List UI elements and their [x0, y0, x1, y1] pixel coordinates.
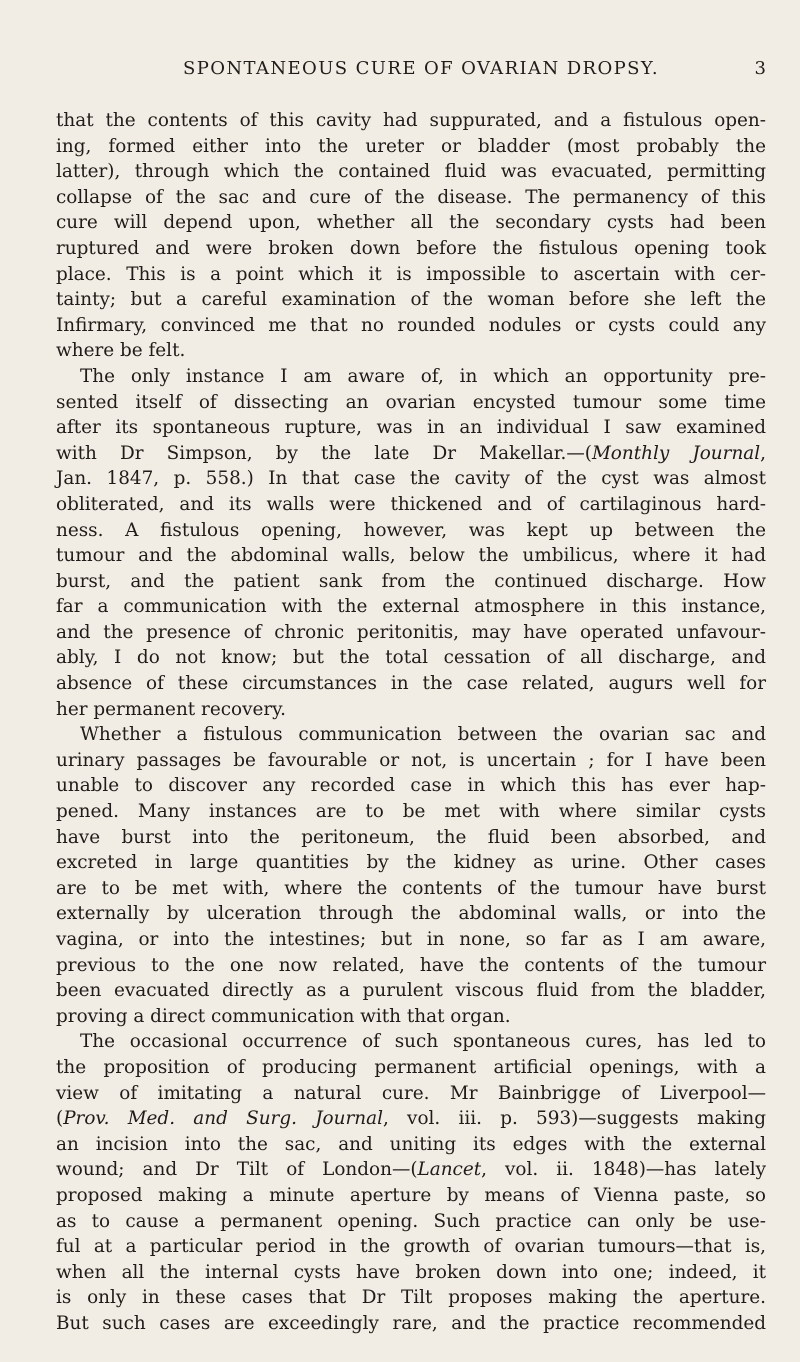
text-line [56, 1157, 766, 1183]
text-line [56, 671, 766, 697]
text-line [56, 159, 766, 185]
text-line-content: have burst into the peritoneum, the fluid been absorbed, and [56, 826, 766, 848]
text-line [56, 1311, 766, 1337]
text-line [56, 1285, 766, 1311]
text-line-content: latter), through which the contained fluid was evacuated, permitting [56, 161, 766, 183]
text-line [56, 287, 766, 313]
citation-title: Prov. Med. and Surg. Journal [63, 1108, 383, 1130]
text-line-content: far a communication with the external atmosphere in this instance, [56, 596, 766, 618]
text-line-content: Jan. 1847, p. 558.) In that case the cavity of the cyst was almost [56, 468, 766, 490]
text-line-content: are to be met with, where the contents of the tumour have burst [56, 877, 766, 899]
text-line-content: absence of these circumstances in the case related, augurs well for [56, 673, 766, 695]
text-line [56, 390, 766, 416]
text-line [56, 722, 766, 748]
text-line [56, 441, 766, 467]
text-line [56, 262, 766, 288]
text-line [56, 773, 766, 799]
text-line [56, 799, 766, 825]
text-line [56, 748, 766, 774]
text-line [56, 850, 766, 876]
text-line-content: Whether a fistulous communication between the ovarian sac and [80, 724, 766, 746]
text-line [56, 492, 766, 518]
text-line [56, 569, 766, 595]
text-line [56, 1132, 766, 1158]
text-line [56, 1029, 766, 1055]
text-line [56, 1081, 766, 1107]
text-line [56, 210, 766, 236]
book-page [56, 58, 766, 1337]
text-line-content: an incision into the sac, and uniting its edges with the external [56, 1133, 766, 1155]
text-line [56, 1004, 766, 1030]
text-line [56, 518, 766, 544]
text-line [56, 313, 766, 339]
running-title: SPONTANEOUS CURE OF OVARIAN DROPSY. [183, 58, 659, 79]
text-line [56, 1055, 766, 1081]
text-line-content: externally by ulceration through the abdominal walls, or into the [56, 903, 766, 925]
text-line-content: proposed making a minute aperture by means of Vienna paste, so [56, 1184, 766, 1206]
text-line-content: burst, and the patient sank from the continued discharge. How [56, 570, 766, 592]
text-line [56, 415, 766, 441]
text-line-content: vagina, or into the intestines; but in none, so far as I am aware, [56, 929, 766, 950]
text-line-content: with Dr Simpson, by the late Dr Makellar.—( [56, 442, 592, 464]
text-line [56, 927, 766, 953]
text-line-content: pened. Many instances are to be met with where similar cysts [56, 801, 766, 823]
text-line-content: The occasional occurrence of such spontaneous cures, has led to [80, 1031, 766, 1053]
text-line-content: previous to the one now related, have the contents of the tumour [56, 954, 766, 976]
text-line-content: tumour and the abdominal walls, below the umbilicus, where it had [56, 545, 766, 567]
text-line-content: when all the internal cysts have broken down into one; indeed, it [56, 1261, 766, 1283]
text-line-content: tainty; but a careful examination of the woman before she left the [56, 289, 766, 311]
text-line [56, 1260, 766, 1286]
text-line-content: But such cases are exceedingly rare, and the practice recommended [56, 1312, 766, 1334]
text-line-content: ably, I do not know; but the total cessation of all discharge, and [56, 647, 766, 669]
text-line-content: that the contents of this cavity had suppurated, and a fistulous open- [56, 110, 766, 131]
text-line [56, 876, 766, 902]
citation-title: Monthly Journal [591, 442, 761, 464]
text-line-content: place. This is a point which it is impossible to ascertain with cer- [56, 263, 766, 285]
text-line-content: excreted in large quantities by the kidney as urine. Other cases [56, 852, 766, 874]
page-number: 3 [754, 58, 766, 79]
text-line-content: the proposition of producing permanent artificial openings, with a [56, 1056, 766, 1078]
text-line [56, 236, 766, 262]
text-line [56, 1209, 766, 1235]
text-line-content: sented itself of dissecting an ovarian encysted tumour some time [56, 391, 766, 413]
text-line-tail: , vol. ii. 1848)—has lately [481, 1159, 766, 1181]
text-line-content: ness. A fistulous opening, however, was kept up between the [56, 519, 766, 541]
running-header [56, 58, 766, 86]
text-line-content: Infirmary, convinced me that no rounded nodules or cysts could any [56, 314, 766, 336]
text-line-content: The only instance I am aware of, in which an opportunity pre- [80, 365, 766, 387]
text-line [56, 594, 766, 620]
text-line-tail: , [760, 442, 766, 464]
text-line [56, 466, 766, 492]
text-line-content: urinary passages be favourable or not, is uncertain ; for I have been [56, 749, 766, 771]
text-line-content: as to cause a permanent opening. Such practice can only be use- [56, 1210, 766, 1232]
text-line-content: proving a direct communication with that organ. [56, 1005, 511, 1027]
text-line [56, 1183, 766, 1209]
text-line-content: ( [56, 1108, 64, 1130]
text-line-content: ful at a particular period in the growth of ovarian tumours—that is, [56, 1236, 766, 1258]
text-line [56, 953, 766, 979]
text-line-content: ruptured and were broken down before the fistulous opening took [56, 237, 766, 259]
text-line-content: cure will depend upon, whether all the secondary cysts had been [56, 212, 766, 234]
text-line [56, 338, 766, 364]
text-line [56, 185, 766, 211]
text-line-content: her permanent recovery. [56, 698, 286, 720]
text-line-content: collapse of the sac and cure of the disease. The permanency of this [56, 186, 766, 208]
text-line-content: where be felt. [56, 340, 186, 362]
text-line-content: is only in these cases that Dr Tilt proposes making the aperture. [56, 1287, 766, 1309]
text-line-content: view of imitating a natural cure. Mr Bainbrigge of Liverpool— [56, 1082, 766, 1104]
text-line [56, 825, 766, 851]
text-line [56, 543, 766, 569]
body-text [56, 108, 766, 1337]
text-line [56, 697, 766, 723]
text-line-content: been evacuated directly as a purulent viscous fluid from the bladder, [56, 980, 766, 1002]
text-line [56, 978, 766, 1004]
text-line [56, 1106, 766, 1132]
text-line-content: after its spontaneous rupture, was in an individual I saw examined [56, 417, 766, 439]
text-line-content: obliterated, and its walls were thickened and of cartilaginous hard- [56, 493, 766, 515]
text-line-content: wound; and Dr Tilt of London—( [56, 1159, 418, 1181]
text-line [56, 364, 766, 390]
text-line-content: and the presence of chronic peritonitis, may have operated unfavour- [56, 621, 766, 643]
text-line-content: ing, formed either into the ureter or bladder (most probably the [56, 135, 766, 157]
text-line [56, 620, 766, 646]
text-line-tail: , vol. iii. p. 593)—suggests making [382, 1108, 766, 1130]
text-line [56, 1234, 766, 1260]
citation-title: Lancet [417, 1159, 482, 1181]
text-line [56, 108, 766, 134]
text-line [56, 901, 766, 927]
text-line [56, 134, 766, 160]
text-line-content: unable to discover any recorded case in which this has ever hap- [56, 775, 766, 797]
text-line [56, 645, 766, 671]
